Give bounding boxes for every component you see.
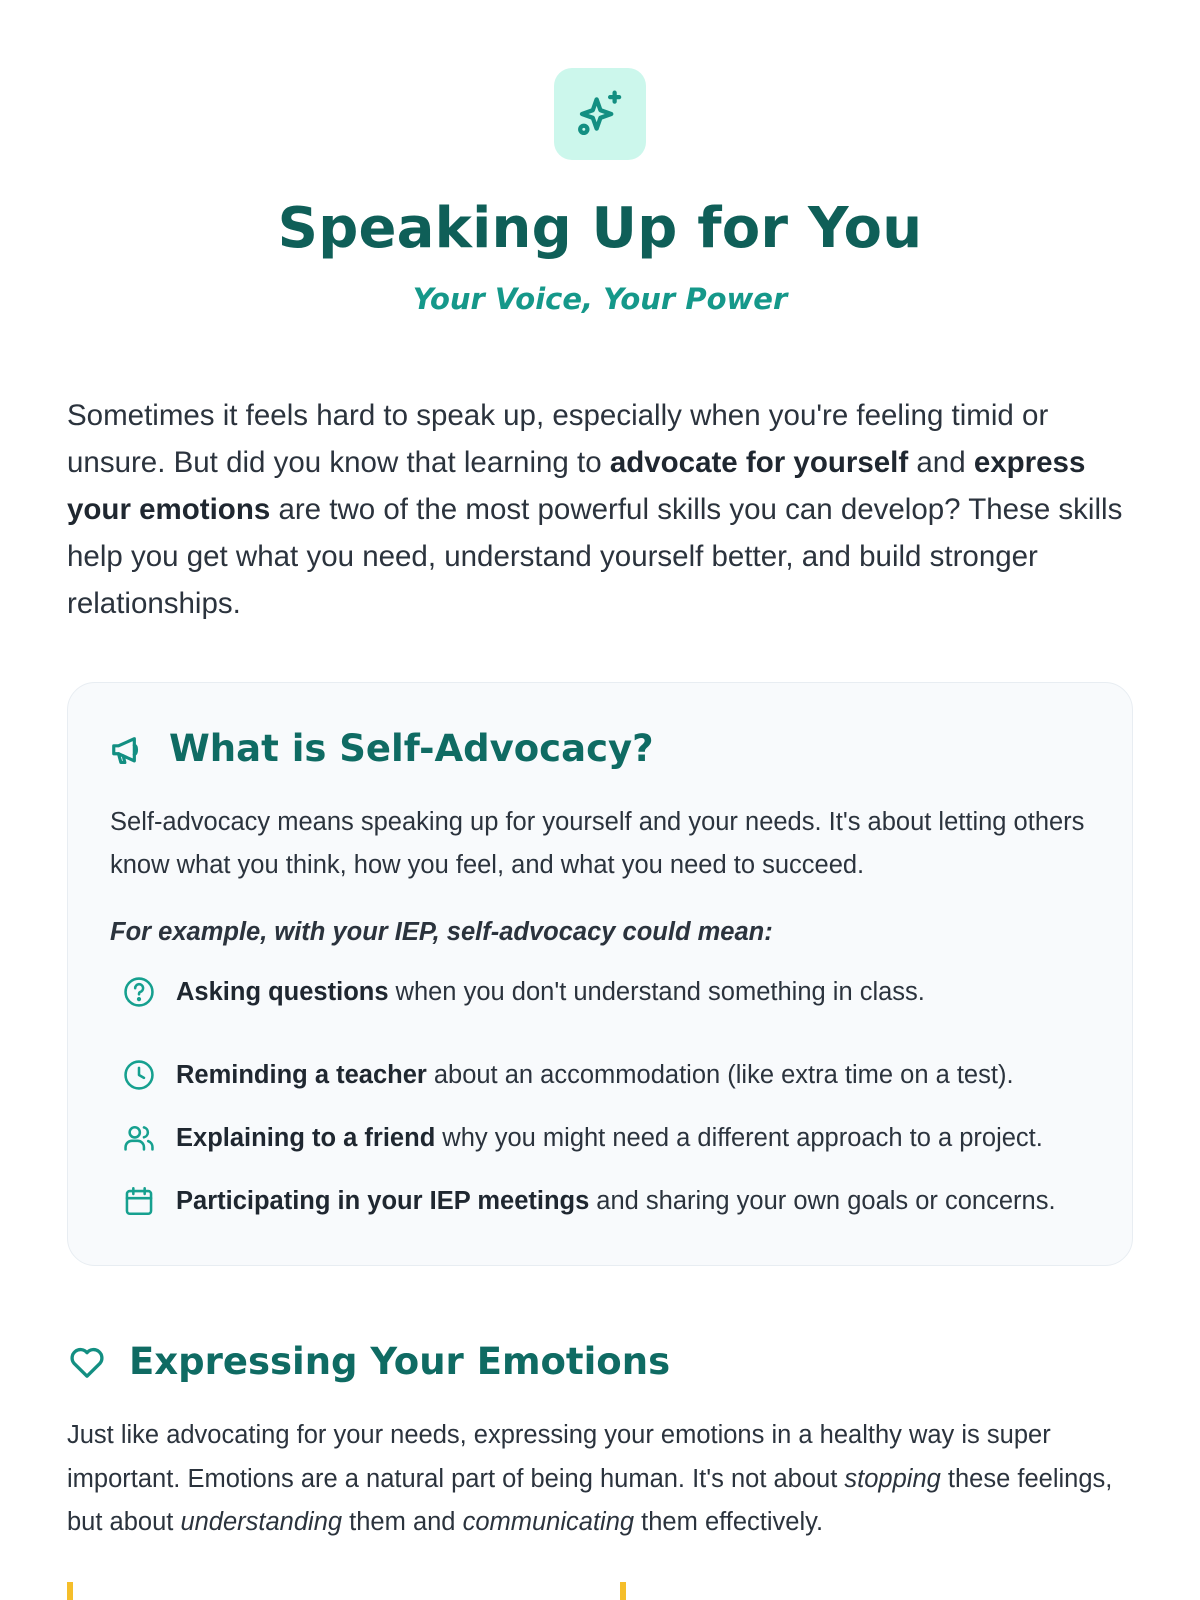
- item-bold-text: Reminding a teacher: [176, 1060, 427, 1089]
- accent-bar: [620, 1582, 626, 1600]
- heart-icon: [67, 1342, 107, 1382]
- item-text: about an accommodation (like extra time on a test).: [433, 1060, 1014, 1089]
- emotions-header: [67, 1340, 670, 1383]
- emotions-text: these feelings, but about: [67, 1464, 1113, 1536]
- self-advocacy-header: [109, 727, 654, 770]
- intro-text: and: [908, 446, 974, 479]
- item-text: when you don't understand something in class.: [395, 977, 925, 1006]
- item-bold-text: Explaining to a friend: [176, 1123, 436, 1152]
- emotions-emphasis: communicating: [462, 1508, 635, 1536]
- item-text: and sharing your own goals or concerns.: [596, 1186, 1056, 1215]
- self-advocacy-card: [67, 682, 1133, 1266]
- emotions-text: them effectively.: [634, 1508, 824, 1536]
- clock-icon: [122, 1058, 156, 1092]
- intro-emphasis: express your emotions: [67, 446, 1086, 526]
- calendar-icon: [122, 1184, 156, 1218]
- item-text: why you might need a different approach to a project.: [442, 1123, 1043, 1152]
- page-subtitle: Your Voice, Your Power: [412, 282, 788, 316]
- item-bold-text: Participating in your IEP meetings: [176, 1186, 590, 1215]
- item-bold-text: Asking questions: [176, 977, 389, 1006]
- accent-bar: [67, 1582, 73, 1600]
- page-title: Speaking Up for You: [277, 196, 923, 261]
- emotions-text: Just like advocating for your needs, expressing your emotions in a healthy way is super important. Emotions are a natural part of being human. It's not about: [67, 1421, 1051, 1493]
- sparkles-icon: [554, 68, 646, 160]
- intro-text: Sometimes it feels hard to speak up, especially when you're feeling timid or unsure. But did you know that learning to: [67, 399, 1049, 479]
- example-intro: For example, with your IEP, self-advocacy could mean:: [110, 918, 773, 946]
- question-circle-icon: [122, 975, 156, 1009]
- intro-paragraph: [67, 392, 1133, 627]
- emotions-paragraph: [67, 1414, 1133, 1545]
- emotions-emphasis: understanding: [180, 1508, 343, 1536]
- list-item: [122, 975, 1122, 1009]
- users-icon: [122, 1121, 156, 1155]
- self-advocacy-heading: What is Self-Advocacy?: [169, 727, 654, 770]
- list-item: [122, 1058, 1122, 1092]
- list-item: [122, 1184, 1122, 1218]
- megaphone-icon: [109, 730, 147, 768]
- intro-emphasis: advocate for yourself: [609, 446, 909, 479]
- self-advocacy-paragraph: Self-advocacy means speaking up for yourself and your needs. It's about letting others know what you think, how you feel, and what you need to succeed.: [110, 808, 1085, 879]
- intro-text: are two of the most powerful skills you can develop? These skills help you get what you need, understand yourself better, and build stronger relationships.: [67, 493, 1123, 620]
- emotions-emphasis: stopping: [844, 1464, 941, 1493]
- emotions-heading: Expressing Your Emotions: [129, 1340, 671, 1383]
- emotions-text: them and: [342, 1508, 463, 1536]
- list-item: [122, 1121, 1122, 1155]
